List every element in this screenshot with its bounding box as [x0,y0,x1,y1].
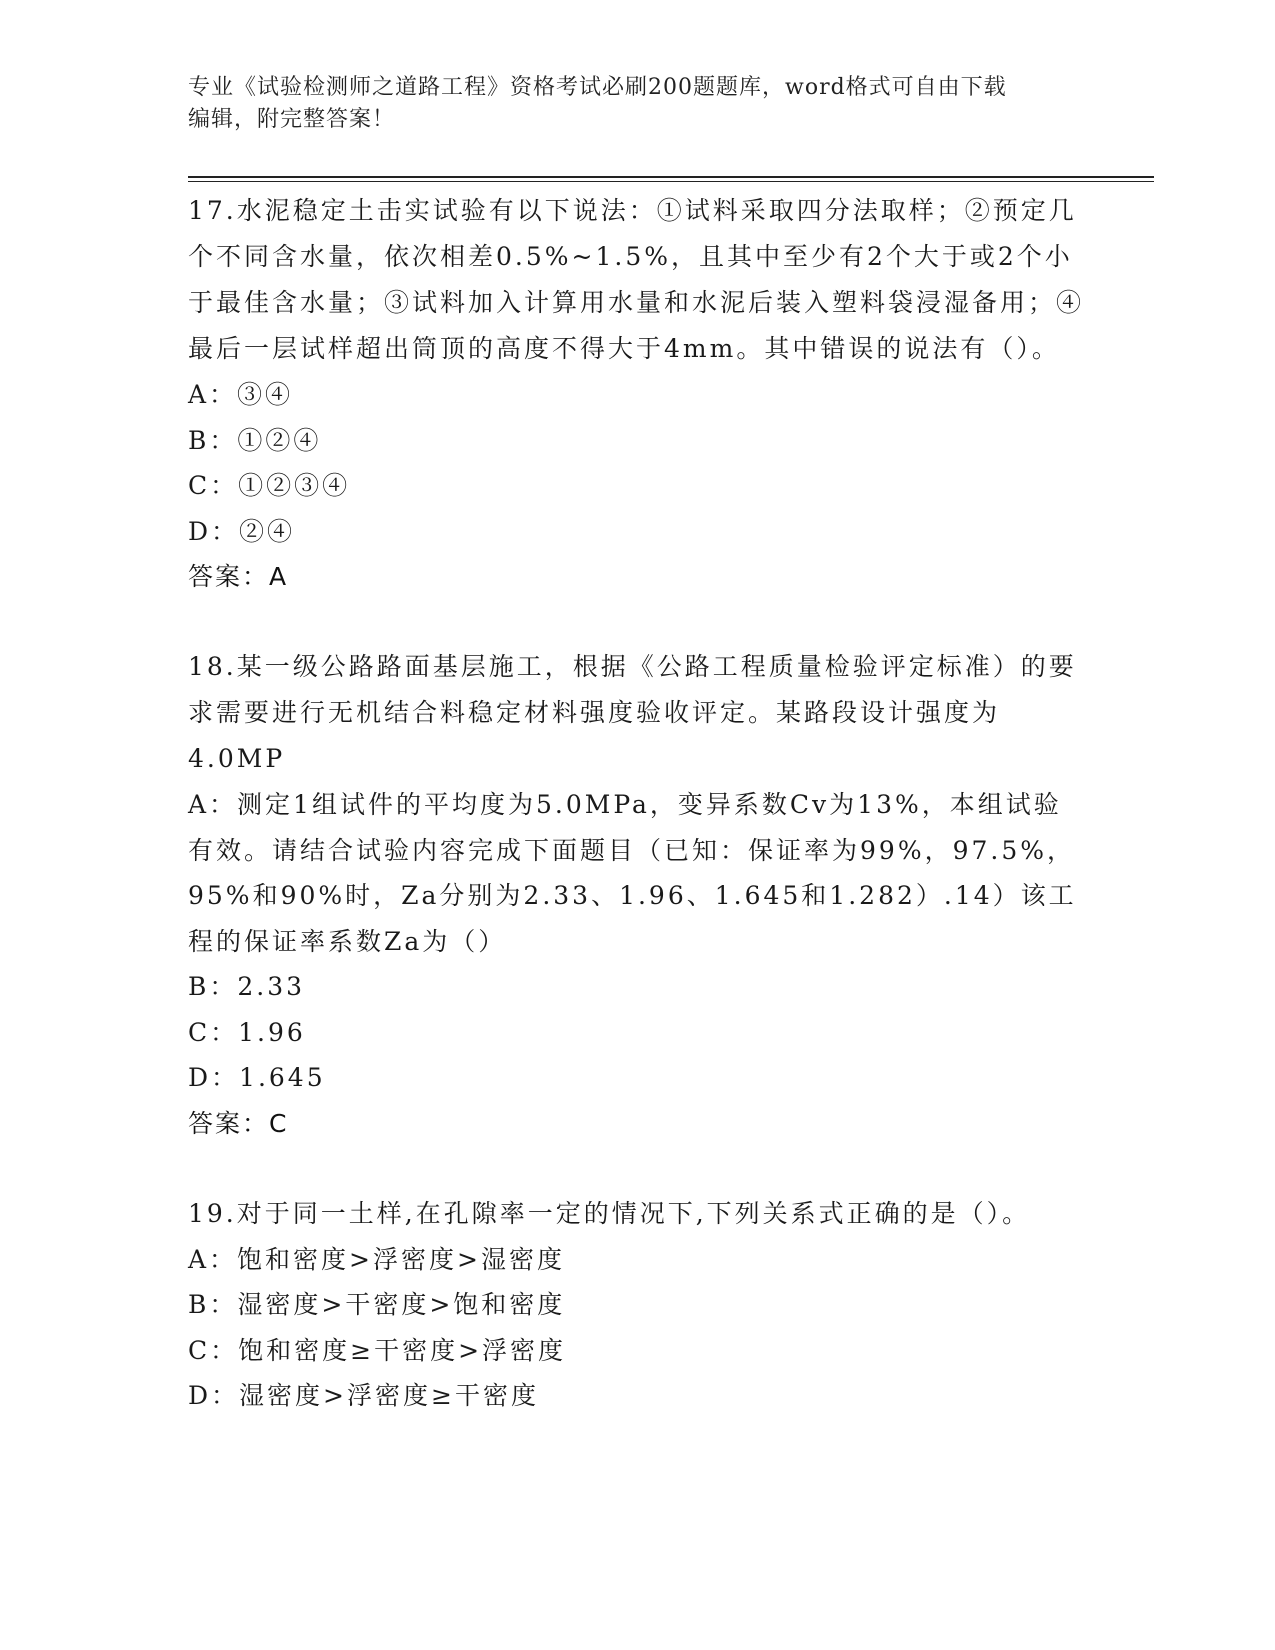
option-d: D：②④ [188,516,296,546]
document-header [188,72,1088,136]
answer-line: 答案：C [188,1108,289,1138]
option-a: A：饱和密度>浮密度>湿密度 [188,1244,565,1274]
option-a: A：测定1组试件的平均度为5.0MPa，变异系数Cv为13%，本组试验有效。请结合试验内容完成下面题目（已知：保证率为99%，97.5%，95%和90%时，Za分别为2.33、1.96、1.645和1.282）.14）该工程的保证率系数Za为（） [188,790,1077,956]
option-d: D：湿密度>浮密度≥干密度 [188,1381,539,1410]
header-divider-thick [188,176,1154,178]
answer-line: 答案：A [188,562,289,591]
option-b: B：①②④ [188,425,322,455]
question-17 [188,188,1088,600]
option-c: C：①②③④ [188,471,351,500]
header-title-line-1: 专业《试验检测师之道路工程》资格考试必刷200题题库，word格式可自由下载 [188,75,1007,100]
option-a: A：③④ [188,380,294,409]
option-b: B：2.33 [188,972,306,1001]
header-divider-thin [188,181,1154,182]
question-stem: 17.水泥稳定土击实试验有以下说法：①试料采取四分法取样；②预定几个不同含水量，依次相差0.5%~1.5%，且其中至少有2个大于或2个小于最佳含水量；③试料加入计算用水量和水泥后装入塑料袋浸湿备用；④最后一层试样超出筒顶的高度不得大于4mm。其中错误的说法有（）。 [188,196,1085,363]
question-18 [188,644,1088,1147]
question-list [188,188,1088,1463]
option-c: C：1.96 [188,1017,306,1047]
question-19 [188,1191,1088,1419]
option-d: D：1.645 [188,1063,326,1092]
question-stem: 18.某一级公路路面基层施工，根据《公路工程质量检验评定标准）的要求需要进行无机结合料稳定材料强度验收评定。某路段设计强度为4.0MP [188,652,1077,773]
question-stem: 19.对于同一土样,在孔隙率一定的情况下,下列关系式正确的是（）。 [188,1198,1031,1228]
option-b: B：湿密度>干密度>饱和密度 [188,1290,566,1319]
option-c: C：饱和密度≥干密度>浮密度 [188,1335,567,1365]
header-title-line-2: 编辑，附完整答案！ [188,107,396,132]
